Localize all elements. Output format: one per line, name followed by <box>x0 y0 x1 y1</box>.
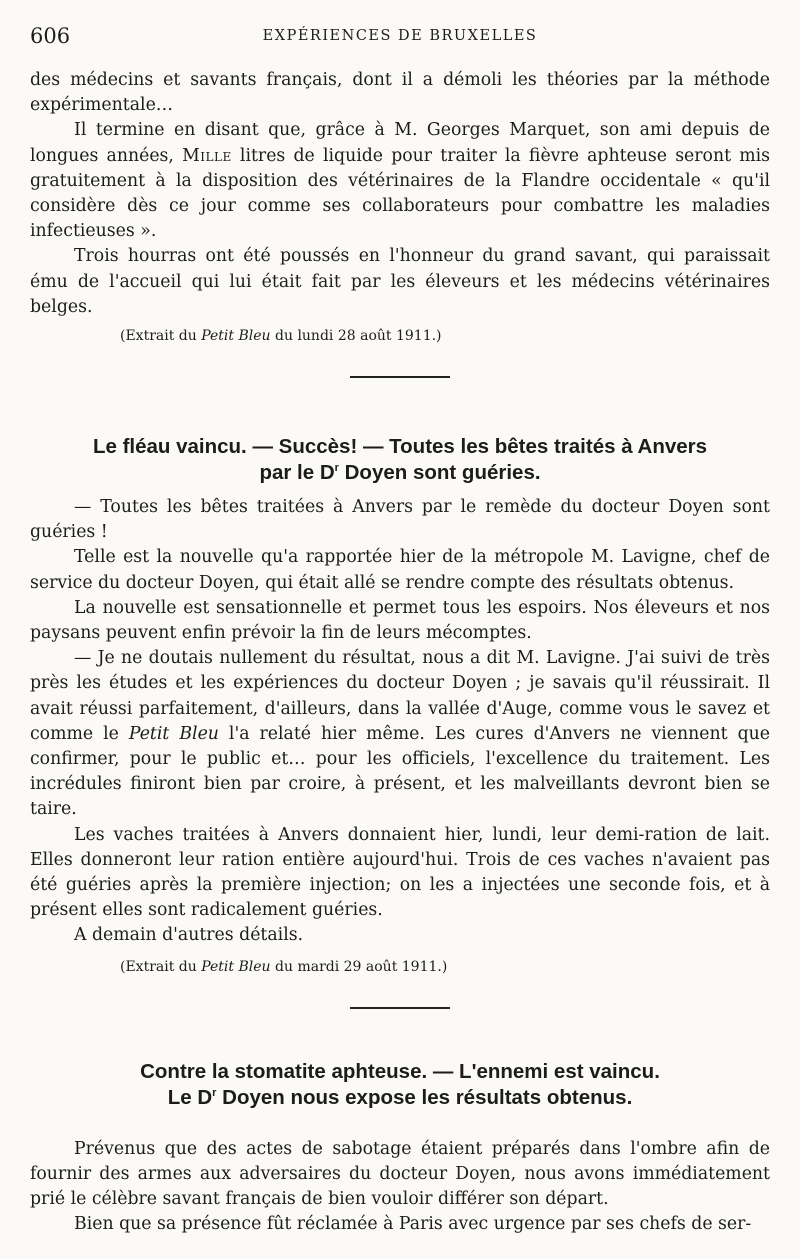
citation-prefix: (Extrait du <box>120 328 202 345</box>
running-title: EXPÉRIENCES DE BRUXELLES <box>262 28 538 44</box>
source-citation <box>30 326 770 346</box>
text-run: Il termine en disant que, grâce à M. Georges Marquet, son ami depuis de longues années, <box>30 120 770 166</box>
running-head <box>30 24 770 50</box>
heading-line: Contre la stomatite aphteuse. — L'ennemi est vaincu. <box>140 1059 660 1083</box>
paragraph: des médecins et savants français, dont il a démoli les théories par la méthode expérimentale… <box>30 70 770 116</box>
smallcaps-word: Mille <box>182 145 232 166</box>
citation-suffix: du lundi 28 août 1911.) <box>270 328 442 345</box>
paragraph: Les vaches traitées à Anvers donnaient hier, lundi, leur demi-ration de lait. Elles donneront leur ration entière aujourd'hui. Trois de ces vaches n'avaient pas été guéries après la première injection; on les a injectées une seconde fois, et à présent elles sont radicalement guéries. <box>30 824 770 921</box>
heading-line: Le fléau vaincu. — Succès! — Toutes les bêtes traités à Anvers <box>92 435 708 459</box>
page-content <box>30 68 770 1238</box>
paragraph <box>30 118 770 244</box>
article-heading <box>30 434 770 486</box>
text-run: litres de liquide pour traiter la fièvre aphteuse seront mis gratuitement à la disposition des vétérinaires de la Flandre occidentale « qu'il considère dès ce jour comme ses collaborateurs pour combattre les maladies infectieuses ». <box>30 145 770 242</box>
heading-line: par le $D^r$ Doyen sont guéries. <box>259 461 541 485</box>
paragraph: Trois hourras ont été poussés en l'honneur du grand savant, qui paraissait ému de l'accueil qui lui était fait par les éleveurs et les médecins vétérinaires belges. <box>30 246 770 317</box>
paragraph: Telle est la nouvelle qu'a rapportée hier de la métropole M. Lavigne, chef de service du docteur Doyen, qui était allé se rendre compte des résultats obtenus. <box>30 547 770 593</box>
page-number: 606 <box>30 24 71 48</box>
heading-line: Le $D^r$ Doyen nous expose les résultats obtenus. <box>167 1085 633 1109</box>
source-citation <box>30 957 770 977</box>
paragraph: — Je ne doutais nullement du résultat, nous a dit M. Lavigne. J'ai suivi de très près les études et les expériences du docteur Doyen ; je savais qu'il réussirait. Il avait réussi parfaitement, d'ailleurs, dans la vallée d'Auge, comme vous le savez et comme le Petit Bleu l'a relaté hier même. Les cures d'Anvers ne viennent que confirmer, pour le public et… pour les officiels, l'excellence du traitement. Les incrédules finiront bien par croire, à présent, et les malveillants devront bien se taire. <box>30 648 770 820</box>
citation-suffix: du mardi 29 août 1911.) <box>270 958 448 975</box>
paragraph: Prévenus que des actes de sabotage étaient préparés dans l'ombre afin de fournir des armes aux adversaires du docteur Doyen, nous avons immédiatement prié le célèbre savant français de bien vouloir différer son départ. <box>30 1138 770 1210</box>
paragraph: La nouvelle est sensationnelle et permet tous les espoirs. Nos éleveurs et nos paysans peuvent enfin prévoir la fin de leurs mécomptes. <box>30 597 770 644</box>
paragraph: Bien que sa présence fût réclamée à Paris avec urgence par ses chefs de ser- <box>74 1214 752 1235</box>
newspaper-name: Petit Bleu <box>201 958 271 975</box>
paragraph: — Toutes les bêtes traitées à Anvers par le remède du docteur Doyen sont guéries ! <box>30 497 770 543</box>
citation-prefix: (Extrait du <box>120 958 202 975</box>
paragraph: A demain d'autres détails. <box>74 925 304 946</box>
newspaper-name: Petit Bleu <box>201 328 271 345</box>
article-heading <box>30 1059 770 1111</box>
newspaper-name: Petit Bleu <box>128 723 219 744</box>
